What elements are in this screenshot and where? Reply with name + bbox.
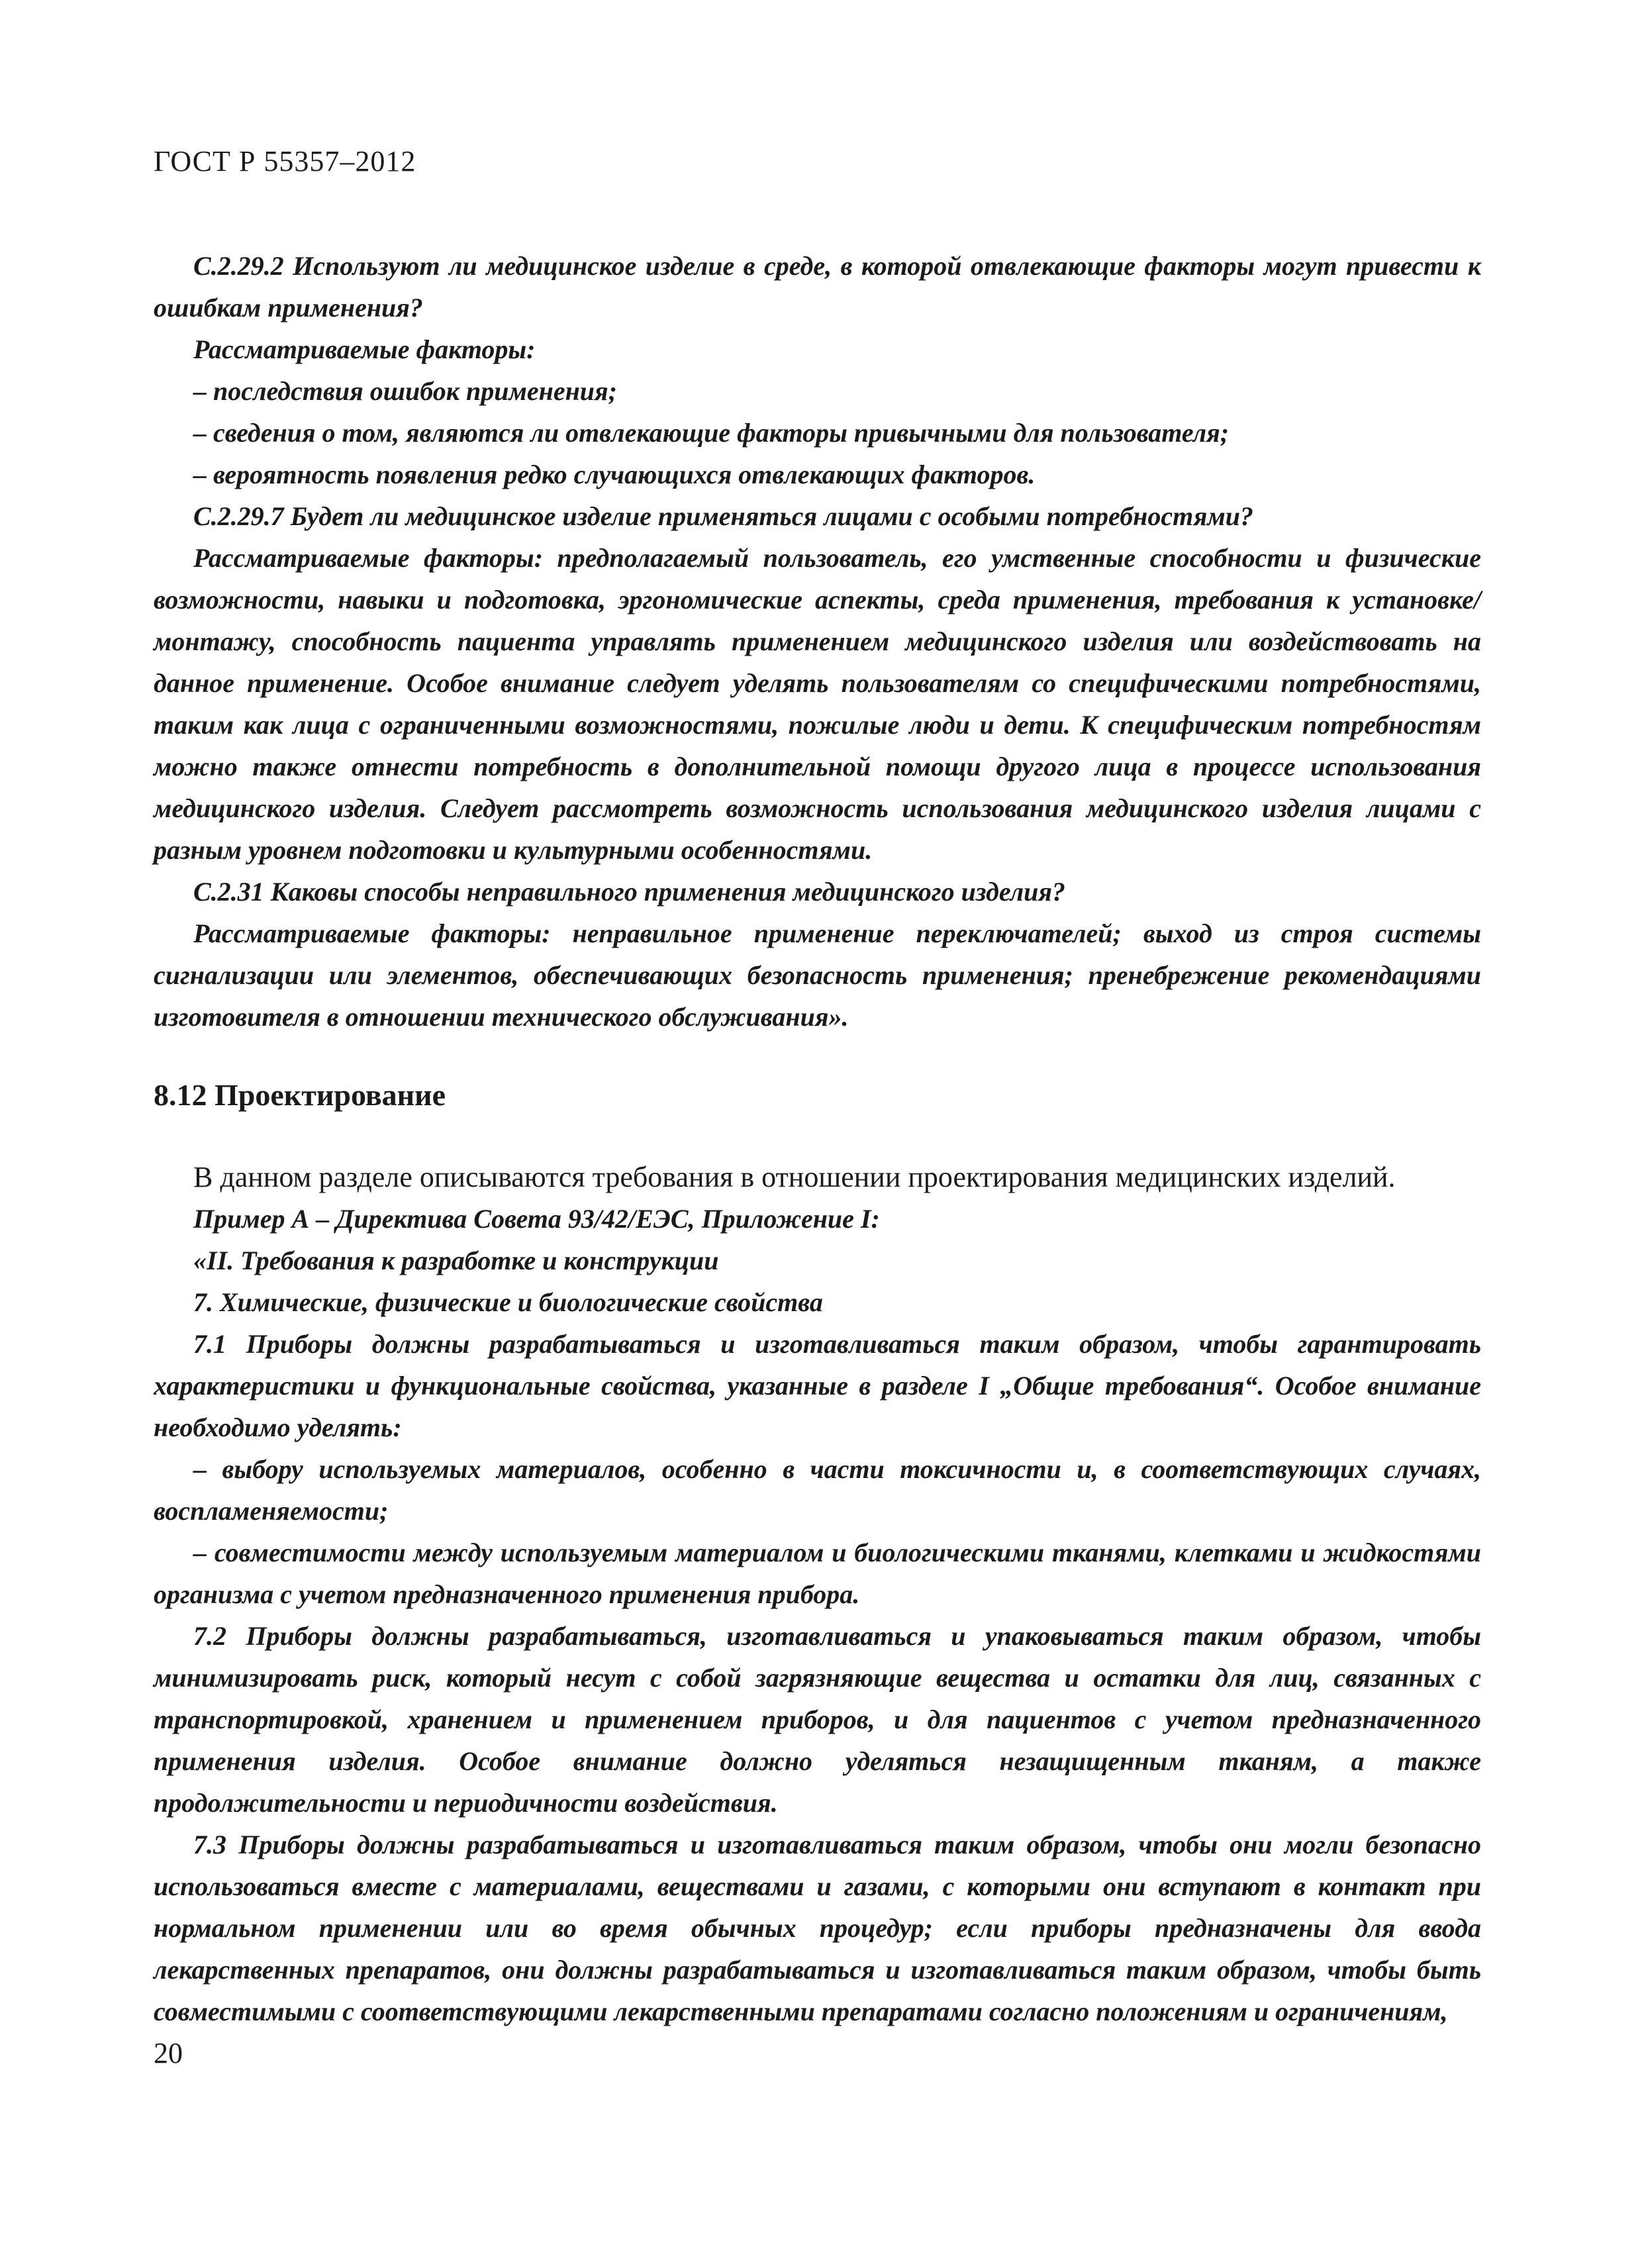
document-header: ГОСТ Р 55357–2012 [154, 145, 416, 177]
clause-c231-question: С.2.31 Каковы способы неправильного применения медицинского изделия? [193, 877, 1065, 907]
example-title: Пример А – Директива Совета 93/42/ЕЭС, Приложение I: [193, 1204, 880, 1234]
factors-label: Рассматриваемые факторы: [193, 334, 536, 364]
clause-7-3: 7.3 Приборы должны разрабатываться и изготавливаться таким образом, чтобы они могли безопасно использоваться вместе с материалами, веществами и газами, с которыми они вступают в контакт при нормальном применении или во время обычных процедур; если приборы предназначены для ввода лекарственных препаратов, они должны разрабатываться и изготавливаться таким образом, чтобы быть совместимыми с соответствующими лекарственными препаратами согласно положениям и ограничениям, [154, 1830, 1481, 2026]
clause-7-1-item: – совместимости между используемым материалом и биологическими тканями, клетками и жидкостями организма с учетом предназначенного применения прибора. [154, 1538, 1481, 1609]
requirements-title: «II. Требования к разработке и конструкции [193, 1246, 719, 1275]
properties-title: 7. Химические, физические и биологические свойства [193, 1287, 823, 1317]
section-heading: 8.12 Проектирование [154, 1078, 446, 1112]
clause-7-2: 7.2 Приборы должны разрабатываться, изготавливаться и упаковываться таким образом, чтобы минимизировать риск, который несут с собой загрязняющие вещества и остатки для лиц, связанных с транспортировкой, хранением и применением приборов, и для пациентов с учетом предназначенного применения изделия. Особое внимание должно уделяться незащищенным тканям, а также продолжительности и периодичности воздействия. [154, 1621, 1481, 1818]
document-body [154, 245, 1481, 2032]
clause-c2297-factors: Рассматриваемые факторы: предполагаемый пользователь, его умственные способности и физические возможности, навыки и подготовка, эргономические аспекты, среда применения, требования к установке/монтажу, способность пациента управлять применением медицинского изделия или воздействовать на данное применение. Особое внимание следует уделять пользователям со специфическими потребностями, таким как лица с ограниченными возможностями, пожилые люди и дети. К специфическим потребностям можно также отнести потребность в дополнительной помощи другого лица в процессе использования медицинского изделия. Следует рассмотреть возможность использования медицинского изделия лицами с разным уровнем подготовки и культурными особенностями. [154, 543, 1481, 865]
page-number: 20 [154, 2037, 183, 2069]
clause-7-1-item: – выбору используемых материалов, особенно в части токсичности и, в соответствующих случаях, воспламеняемости; [154, 1454, 1481, 1526]
section-intro: В данном разделе описываются требования в отношении проектирования медицинских изделий. [193, 1161, 1396, 1193]
factor-list-item: – последствия ошибок применения; [193, 376, 617, 406]
factor-list-item: – вероятность появления редко случающихся отвлекающих факторов. [193, 460, 1036, 489]
clause-c231-factors: Рассматриваемые факторы: неправильное применение переключателей; выход из строя системы сигнализации или элементов, обеспечивающих безопасность применения; пренебрежение рекомендациями изготовителя в отношении технического обслуживания». [154, 918, 1481, 1032]
factor-list-item: – сведения о том, являются ли отвлекающие факторы привычными для пользователя; [193, 418, 1230, 448]
clause-c2292-question: С.2.29.2 Используют ли медицинское изделие в среде, в которой отвлекающие факторы могут привести к ошибкам применения? [154, 251, 1481, 322]
clause-7-1: 7.1 Приборы должны разрабатываться и изготавливаться таким образом, чтобы гарантировать характеристики и функциональные свойства, указанные в разделе I „Общие требования“. Особое внимание необходимо уделять: [154, 1329, 1481, 1442]
clause-c2297-question: С.2.29.7 Будет ли медицинское изделие применяться лицами с особыми потребностями? [193, 501, 1253, 531]
